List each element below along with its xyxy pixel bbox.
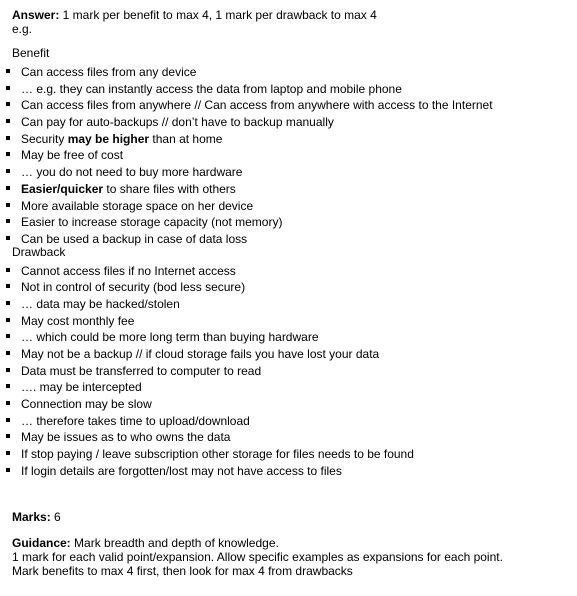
marks-label: Marks: [12,509,51,524]
benefit-item [12,97,567,114]
bullet-icon [6,434,10,438]
answer-line [12,8,567,22]
benefit-item-pre: Can access files from any device [21,65,197,79]
drawback-heading: Drawback [12,244,66,259]
drawback-item-text: … which could be more long term than buying hardware [21,330,319,345]
bullet-icon [6,186,10,190]
bullet-icon [6,351,10,355]
drawback-item-text: Data must be transferred to computer to read [21,363,262,378]
bullet-icon [6,119,10,123]
bullet-icon [6,268,10,272]
benefit-item-pre: More available storage space on her device [21,198,254,213]
benefit-item-pre: Can be used a backup in case of data loss [21,231,248,246]
bullet-icon [6,219,10,223]
mark-scheme [12,8,567,578]
guidance-text: Mark breadth and depth of knowledge. [70,535,279,550]
benefit-item-post: to share files with others [103,181,236,196]
benefit-item-pre: May be free of cost [21,148,124,163]
drawback-item [12,313,567,330]
benefit-item [12,114,567,131]
drawback-item [12,463,567,480]
benefit-item [12,181,567,198]
drawback-list [12,263,567,480]
drawback-item [12,296,567,313]
benefit-item-post: than at home [149,131,223,146]
bullet-icon [6,301,10,305]
benefit-item [12,214,567,231]
bullet-icon [6,468,10,472]
benefit-heading: Benefit [12,46,50,60]
drawback-item-text: Cannot access files if no Internet access [21,263,236,278]
bullet-icon [6,451,10,455]
drawback-item-text: …. may be intercepted [21,380,142,395]
eg-line: e.g. [12,22,33,36]
drawback-item [12,346,567,363]
bullet-icon [6,384,10,388]
marks-line [12,510,567,524]
drawback-item [12,446,567,463]
benefit-item [12,164,567,181]
benefit-item-bold: Easier/quicker [21,181,104,196]
drawback-item [12,429,567,446]
drawback-item-text: May be issues as to who owns the data [21,430,231,445]
benefit-item [12,147,567,164]
drawback-item [12,413,567,430]
answer-text: 1 mark per benefit to max 4, 1 mark per drawback to max 4 [59,8,377,22]
benefit-item-pre: Security [21,131,68,146]
benefit-list [12,64,567,248]
bullet-icon [6,368,10,372]
drawback-item-text: May cost monthly fee [21,313,135,328]
benefit-item-bold: may be higher [67,131,150,146]
marks-value: 6 [50,509,61,524]
guidance-block [12,536,567,578]
benefit-item [12,64,567,81]
drawback-item-text: … therefore takes time to upload/download [21,413,250,428]
benefit-item-pre: Easier to increase storage capacity (not memory) [21,215,283,230]
drawback-item-text: Not in control of security (bod less secure) [21,280,246,295]
drawback-item-text: If login details are forgotten/lost may not have access to files [21,463,342,478]
benefit-item-pre: … e.g. they can instantly access the data from laptop and mobile phone [21,81,402,96]
guidance-line-2: Mark benefits to max 4 first, then look for max 4 from drawbacks [12,563,353,578]
benefit-item [12,231,567,248]
bullet-icon [6,152,10,156]
benefit-item [12,81,567,98]
bullet-icon [6,169,10,173]
drawback-item-text: … data may be hacked/stolen [21,296,180,311]
bullet-icon [6,86,10,90]
benefit-item-pre: Can pay for auto-backups // don’t have to backup manually [21,115,334,130]
drawback-item-text: May not be a backup // if cloud storage fails you have lost your data [21,347,380,361]
drawback-item [12,379,567,396]
benefit-item-pre: … you do not need to buy more hardware [21,165,243,180]
drawback-item-text: Connection may be slow [21,397,152,412]
bullet-icon [6,284,10,288]
drawback-item [12,396,567,413]
guidance-line-1: 1 mark for each valid point/expansion. Allow specific examples as expansions for each point. [12,549,503,564]
guidance-line [12,536,567,550]
benefit-item-pre: Can access files from anywhere // Can access from anywhere with access to the Internet [21,98,493,113]
drawback-item [12,329,567,346]
benefit-item [12,131,567,148]
bullet-icon [6,69,10,73]
answer-label: Answer: [12,8,60,22]
bullet-icon [6,203,10,207]
drawback-item [12,279,567,296]
drawback-item [12,363,567,380]
drawback-item [12,263,567,280]
guidance-label: Guidance: [12,535,71,550]
bullet-icon [6,401,10,405]
bullet-icon [6,334,10,338]
bullet-icon [6,102,10,106]
bullet-icon [6,136,10,140]
bullet-icon [6,418,10,422]
bullet-icon [6,318,10,322]
benefit-item [12,198,567,215]
bullet-icon [6,236,10,240]
drawback-item-text: If stop paying / leave subscription other storage for files needs to be found [21,447,414,462]
